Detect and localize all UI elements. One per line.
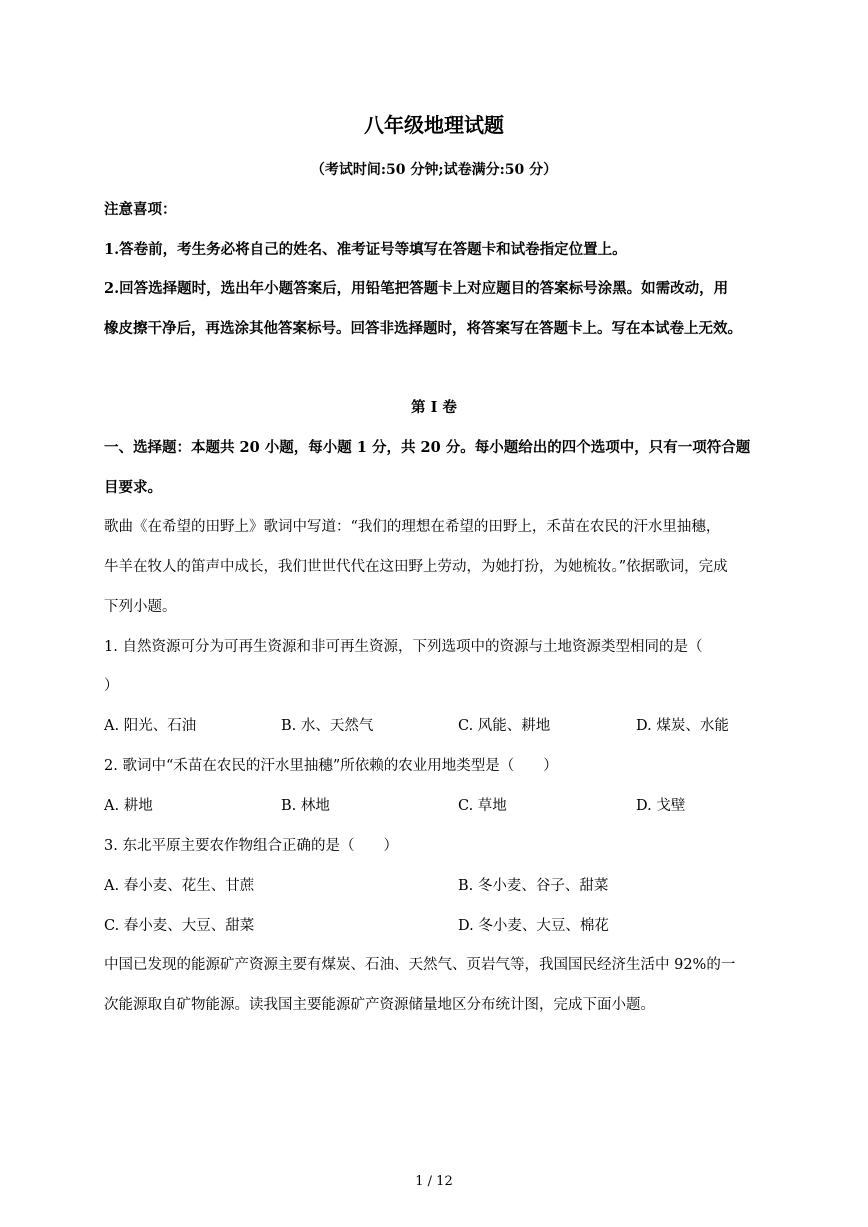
question-3-option-d[interactable]: D. 冬小麦、大豆、棉花 (458, 918, 609, 934)
question-2-option-a[interactable]: A. 耕地 (104, 798, 153, 814)
question-1-option-c[interactable]: C. 风能、耕地 (458, 718, 551, 734)
question-1-stem-line-1: 1. 自然资源可分为可再生资源和非可再生资源，下列选项中的资源与土地资源类型相同的是（ (104, 639, 703, 655)
question-3-stem: 3. 东北平原主要农作物组合正确的是（ ） (104, 838, 398, 854)
question-1-option-d[interactable]: D. 煤炭、水能 (636, 718, 729, 734)
passage-2-line-2: 次能源取自矿物能源。读我国主要能源矿产资源储量地区分布统计图，完成下面小题。 (104, 997, 655, 1013)
notice-item-1: 1.答卷前，考生务必将自己的姓名、准考证号等填写在答题卡和试卷指定位置上。 (104, 241, 627, 258)
notice-item-2-line-1: 2.回答选择题时，选出年小题答案后，用铅笔把答题卡上对应题目的答案标号涂黑。如需改动，用 (104, 280, 729, 297)
question-2-stem: 2. 歌词中“禾苗在农民的汗水里抽穗”所依赖的农业用地类型是（ ） (104, 758, 558, 774)
section-instruction-line-1: 一、选择题：本题共 20 小题，每小题 1 分，共 20 分。每小题给出的四个选项中，只有一项符合题 (104, 439, 751, 456)
notice-item-2-line-2: 橡皮擦干净后，再选涂其他答案标号。回答非选择题时，将答案写在答题卡上。写在本试卷上无效。 (104, 320, 742, 337)
question-1-option-b[interactable]: B. 水、天然气 (281, 718, 374, 734)
question-1-stem-line-2: ） (104, 678, 119, 694)
exam-subtitle: （考试时间:50 分钟;试卷满分:50 分） (310, 162, 558, 178)
page-number: 1 / 12 (415, 1174, 453, 1189)
question-2-option-d[interactable]: D. 戈壁 (636, 798, 686, 814)
question-3-option-a[interactable]: A. 春小麦、花生、甘蔗 (104, 878, 255, 894)
passage-1-line-3: 下列小题。 (104, 599, 177, 615)
passage-2-line-1: 中国已发现的能源矿产资源主要有煤炭、石油、天然气、页岩气等，我国国民经济生活中 92%的一 (104, 957, 736, 973)
question-2-option-b[interactable]: B. 林地 (281, 798, 330, 814)
passage-1-line-2: 牛羊在牧人的笛声中成长，我们世世代代在这田野上劳动，为她打扮，为她梳妆。”依据歌词，完成 (104, 559, 728, 575)
volume-heading: 第 I 卷 (411, 399, 457, 416)
question-2-option-c[interactable]: C. 草地 (458, 798, 507, 814)
exam-title: 八年级地理试题 (364, 113, 504, 137)
question-3-option-c[interactable]: C. 春小麦、大豆、甜菜 (104, 918, 255, 934)
question-3-option-b[interactable]: B. 冬小麦、谷子、甜菜 (458, 878, 609, 894)
question-1-option-a[interactable]: A. 阳光、石油 (104, 718, 197, 734)
section-instruction-line-2: 目要求。 (104, 479, 162, 496)
notice-heading: 注意喜项： (104, 201, 177, 218)
passage-1-line-1: 歌曲《在希望的田野上》歌词中写道：“我们的理想在希望的田野上，禾苗在农民的汗水里抽穗， (104, 519, 721, 535)
